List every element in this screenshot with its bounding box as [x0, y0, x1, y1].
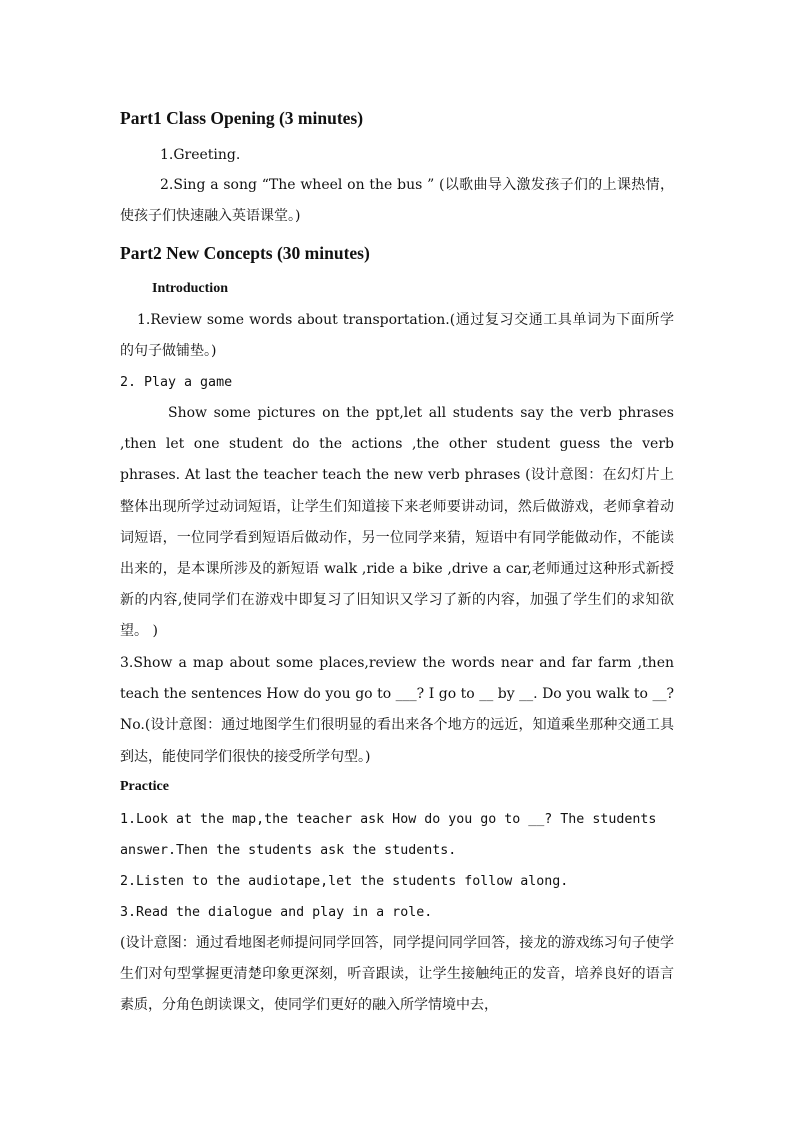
practice-label: Practice	[120, 779, 169, 794]
part1-heading: Part1 Class Opening (3 minutes)	[120, 108, 364, 128]
practice-item-listen: 2.Listen to the audiotape,let the students follow along.	[120, 874, 569, 889]
practice-item-look: 1.Look at the map,the teacher ask How do you go to __? The students answer.Then the students ask the students.	[120, 812, 657, 859]
intro-item-map: 3.Show a map about some places,review the words near and far farm ,then teach the sentences How do you go to ___? I go to __ by __. Do you walk to __? No.(设计意图：通过地图学生们很明显的看出来各个地方的远近，知道乘坐那种交通工具到达，能使同学们很快的接受所学句型。)	[120, 655, 674, 765]
part1-item-song: 2.Sing a song “The wheel on the bus ” (以歌曲导入激发孩子们的上课热情，使孩子们快速融入英语课堂。)	[120, 177, 674, 225]
introduction-label: Introduction	[152, 281, 228, 296]
intro-item-game: 2. Play a game	[120, 375, 233, 390]
practice-design-note: (设计意图：通过看地图老师提问同学回答，同学提问同学回答，接龙的游戏练习句子使学生们对句型掌握更清楚印象更深刻，听音跟读，让学生接触纯正的发音，培养良好的语言素质，分角色朗读课文，使同学们更好的融入所学情境中去，	[120, 935, 674, 1014]
intro-item-review: 1.Review some words about transportation.(通过复习交通工具单词为下面所学的句子做铺垫。)	[120, 312, 674, 360]
part2-heading: Part2 New Concepts (30 minutes)	[120, 243, 370, 263]
game-description: Show some pictures on the ppt,let all students say the verb phrases ,then let one student do the actions ,the other student guess the verb phrases. At last the teacher teach the new verb phrases (设计意图：在幻灯片上整体出现所学过动词短语，让学生们知道接下来老师要讲动词，然后做游戏，老师拿着动词短语，一位同学看到短语后做动作，另一位同学来猜，短语中有同学能做动作，不能读出来的，是本课所涉及的新短语 walk ,ride a bike ,drive a car,老师通过这种形式新授新的内容,使同学们在游戏中即复习了旧知识又学习了新的内容，加强了学生们的求知欲望。 )	[120, 405, 674, 640]
part1-item-greeting: 1.Greeting.	[160, 147, 241, 163]
practice-item-read: 3.Read the dialogue and play in a role.	[120, 905, 433, 920]
